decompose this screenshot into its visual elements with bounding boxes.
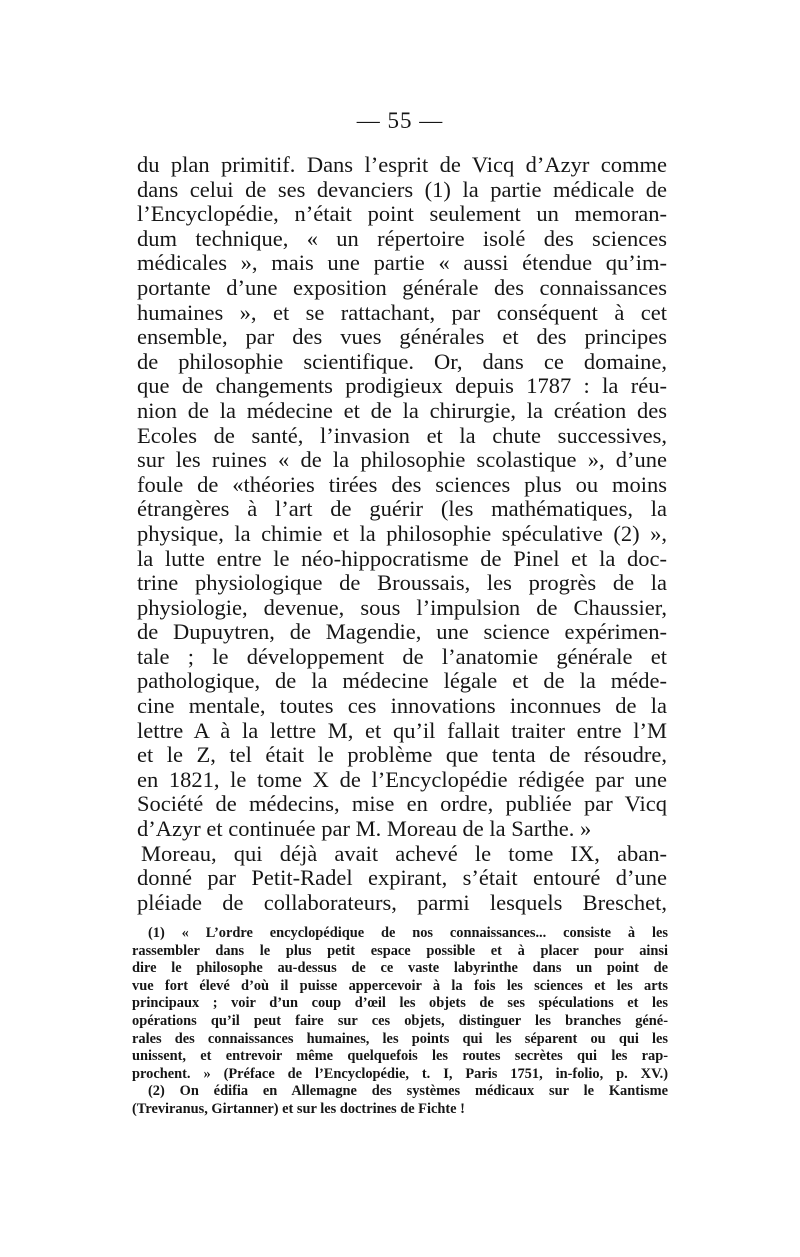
text-line: sur les ruines « de la philosophie scolastique », d’une <box>137 447 667 473</box>
footnote-line: (2) On édifia en Allemagne des systèmes médicaux sur le Kantisme <box>148 1083 668 1100</box>
text-line: étrangères à l’art de guérir (les mathématiques, la <box>137 496 667 522</box>
footnote-2 <box>132 1083 668 1118</box>
text-line: dans celui de ses devanciers (1) la partie médicale de <box>137 176 667 202</box>
text-line: pathologique, de la médecine légale et de la méde- <box>137 668 667 694</box>
footnote-line: opérations qu’il peut faire sur ces objets, distinguer les branches géné- <box>132 1012 668 1029</box>
footnote-line: (1) « L’ordre encyclopédique de nos connaissances... consiste à les <box>148 925 668 941</box>
text-line: portante d’une exposition générale des connaissances <box>137 274 667 300</box>
text-line: du plan primitif. Dans l’esprit de Vicq d’Azyr comme <box>137 152 667 177</box>
text-line: trine physiologique de Broussais, les progrès de la <box>137 570 667 596</box>
text-line: l’Encyclopédie, n’était point seulement un memoran- <box>137 201 667 227</box>
text-line: physiologie, devenue, sous l’impulsion de Chaussier, <box>137 594 667 620</box>
text-line: foule de «théories tirées des sciences plus ou moins <box>137 471 667 497</box>
footnote-line: prochent. » (Préface de l’Encyclopédie, t. I, Paris 1751, in-folio, p. XV.) <box>132 1065 668 1082</box>
text-line: lettre A à la lettre M, et qu’il fallait traiter entre l’M <box>137 717 667 743</box>
text-line: donné par Petit-Radel expirant, s’était entouré d’une <box>137 865 667 891</box>
text-line: nion de la médecine et de la chirurgie, la création des <box>137 397 667 423</box>
text-line: tale ; le développement de l’anatomie générale et <box>137 643 667 669</box>
text-line: en 1821, le tome X de l’Encyclopédie rédigée par une <box>137 766 667 792</box>
text-line: Moreau, qui déjà avait achevé le tome IX, aban- <box>141 840 667 866</box>
footnote-line: rales des connaissances humaines, les points qui les séparent ou qui les <box>132 1030 668 1047</box>
text-line: dum technique, « un répertoire isolé des sciences <box>137 225 667 251</box>
text-line: physique, la chimie et la philosophie spéculative (2) », <box>137 520 667 546</box>
text-line: que de changements prodigieux depuis 1787 : la réu- <box>137 373 667 399</box>
text-line: médicales », mais une partie « aussi étendue qu’im- <box>137 250 667 276</box>
footnote-1 <box>132 925 668 1083</box>
footnote-line: unissent, et entrevoir même quelquefois les routes secrètes qui les rap- <box>132 1048 668 1065</box>
text-line: de Dupuytren, de Magendie, une science expérimen- <box>137 619 667 645</box>
text-line: d’Azyr et continuée par M. Moreau de la Sarthe. » <box>137 816 592 842</box>
text-line: cine mentale, toutes ces innovations inconnues de la <box>137 693 667 719</box>
main-text <box>137 153 667 915</box>
footnotes <box>132 925 668 1119</box>
footnote-line: principaux ; voir d’un coup d’œil les objets de ses spéculations et les <box>132 995 668 1012</box>
text-line: ensemble, par des vues générales et des principes <box>137 324 667 350</box>
footnote-line: vue fort élevé d’où il puisse appercevoir à la fois les sciences et les arts <box>132 977 668 994</box>
text-line: pléiade de collaborateurs, parmi lesquels Breschet, <box>137 889 667 915</box>
text-line: Société de médecins, mise en ordre, publiée par Vicq <box>137 791 667 817</box>
footnote-line: (Treviranus, Girtanner) et sur les doctrines de Fichte ! <box>132 1100 465 1117</box>
footnote-line: dire le philosophe au-dessus de ce vaste labyrinthe dans un point de <box>132 960 668 977</box>
text-line: la lutte entre le néo-hippocratisme de Pinel et la doc- <box>137 545 667 571</box>
footnote-line: rassembler dans le plus petit espace possible et à placer pour ainsi <box>132 942 668 959</box>
text-line: Ecoles de santé, l’invasion et la chute successives, <box>137 422 667 448</box>
text-line: et le Z, tel était le problème que tenta de résoudre, <box>137 742 667 768</box>
text-line: humaines », et se rattachant, par conséquent à cet <box>137 299 667 325</box>
text-line: de philosophie scientifique. Or, dans ce domaine, <box>137 348 667 374</box>
page-number: — 55 — <box>356 108 444 133</box>
